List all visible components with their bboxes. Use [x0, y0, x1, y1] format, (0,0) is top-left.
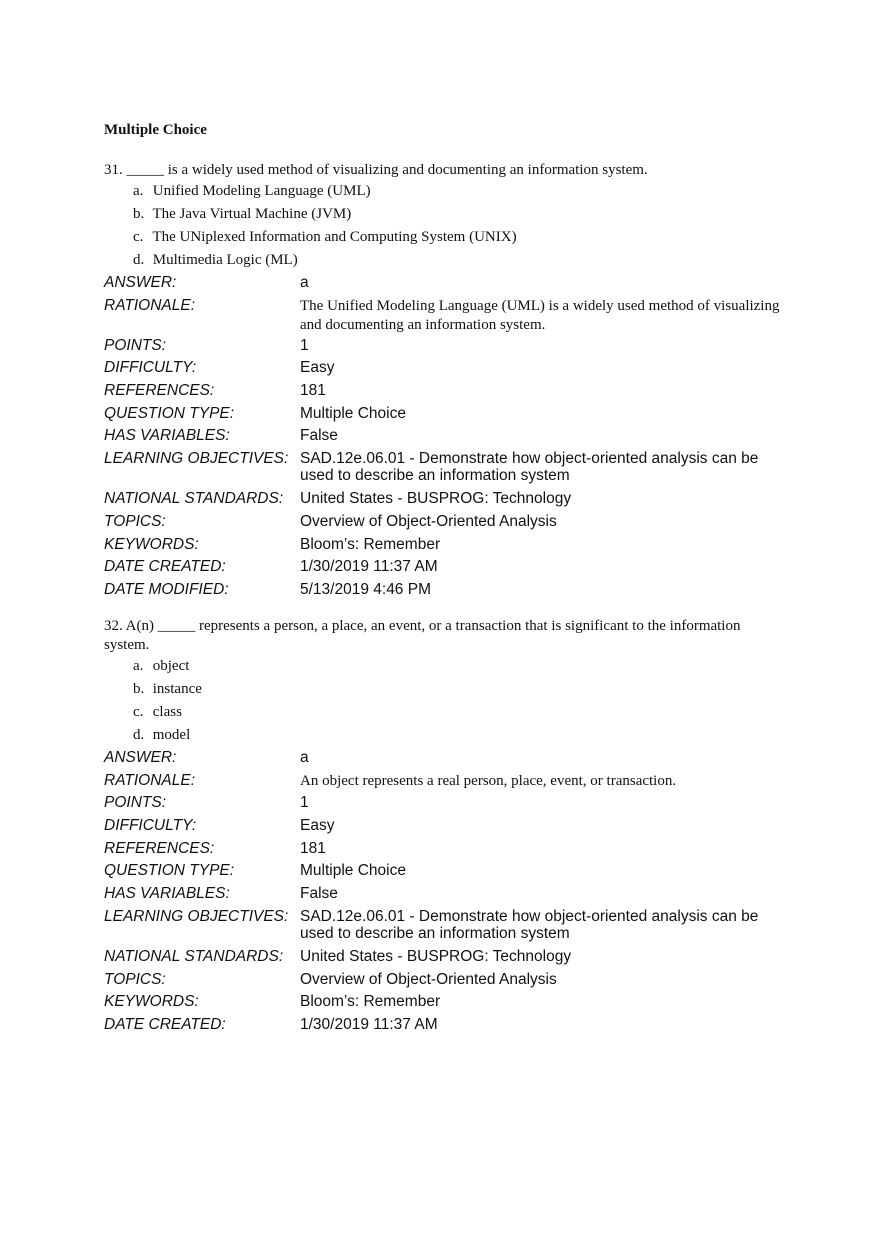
meta-label: DATE MODIFIED: — [104, 580, 229, 598]
meta-question-type — [104, 403, 784, 426]
meta-value: SAD.12e.06.01 - Demonstrate how object-oriented analysis can be used to describe an information system — [300, 450, 759, 485]
meta-value: Overview of Object-Oriented Analysis — [300, 512, 557, 530]
choice-text: instance — [152, 681, 202, 697]
choice-item — [133, 249, 784, 272]
meta-label: POINTS: — [104, 336, 167, 354]
meta-value: Easy — [300, 817, 335, 835]
choice-letter: b. — [133, 681, 145, 697]
meta-difficulty — [104, 815, 784, 838]
question-stem: 31. _____ is a widely used method of visualizing and documenting an information system. — [104, 162, 648, 178]
choice-item — [133, 724, 784, 747]
meta-value: 5/13/2019 4:46 PM — [300, 580, 431, 598]
meta-value: United States - BUSPROG: Technology — [300, 490, 572, 508]
meta-label: NATIONAL STANDARDS: — [104, 947, 284, 965]
meta-label: NATIONAL STANDARDS: — [104, 490, 284, 508]
choice-text: Unified Modeling Language (UML) — [152, 183, 371, 199]
choice-item — [133, 203, 784, 226]
meta-value: Multiple Choice — [300, 862, 406, 880]
meta-answer — [104, 747, 784, 770]
meta-label: RATIONALE: — [104, 296, 196, 314]
meta-value: 181 — [300, 382, 326, 400]
meta-keywords — [104, 991, 784, 1014]
meta-rationale — [104, 770, 784, 793]
meta-value: An object represents a real person, place, event, or transaction. — [300, 772, 677, 789]
meta-label: ANSWER: — [104, 749, 177, 766]
meta-has-variables — [104, 883, 784, 906]
choice-text: The Java Virtual Machine (JVM) — [152, 206, 352, 222]
meta-date-created — [104, 556, 784, 579]
choice-list — [104, 655, 784, 747]
meta-national-standards — [104, 946, 784, 969]
meta-question-type — [104, 860, 784, 883]
choice-item — [133, 701, 784, 724]
meta-label: TOPICS: — [104, 970, 166, 988]
meta-learning-objectives — [104, 448, 784, 488]
meta-label: QUESTION TYPE: — [104, 862, 235, 880]
meta-references — [104, 380, 784, 403]
choice-item — [133, 655, 784, 678]
choice-item — [133, 180, 784, 203]
choice-letter: c. — [133, 229, 144, 245]
meta-value: Bloom’s: Remember — [300, 993, 441, 1011]
meta-label: DIFFICULTY: — [104, 817, 197, 835]
choice-letter: d. — [133, 252, 145, 268]
choice-letter: a. — [133, 183, 144, 199]
meta-label: RATIONALE: — [104, 771, 196, 789]
meta-label: HAS VARIABLES: — [104, 427, 230, 445]
meta-value: a — [300, 274, 309, 291]
meta-label: POINTS: — [104, 794, 167, 812]
meta-value: False — [300, 427, 338, 445]
meta-label: QUESTION TYPE: — [104, 404, 235, 422]
meta-points — [104, 335, 784, 358]
choice-text: model — [152, 727, 191, 743]
meta-value: 1 — [300, 794, 309, 812]
choice-letter: d. — [133, 727, 145, 743]
meta-topics — [104, 969, 784, 992]
meta-label: DATE CREATED: — [104, 1015, 226, 1033]
meta-difficulty — [104, 357, 784, 380]
meta-label: DATE CREATED: — [104, 558, 226, 576]
meta-value: 1/30/2019 11:37 AM — [300, 558, 438, 576]
meta-points — [104, 792, 784, 815]
meta-value: False — [300, 885, 338, 903]
question-stem: 32. A(n) _____ represents a person, a place, an event, or a transaction that is significant to the information system. — [104, 618, 741, 653]
meta-value: a — [300, 749, 309, 766]
meta-label: TOPICS: — [104, 512, 166, 530]
meta-rationale — [104, 295, 784, 335]
meta-label: LEARNING OBJECTIVES: — [104, 907, 289, 925]
meta-value: Easy — [300, 359, 335, 377]
choice-item — [133, 678, 784, 701]
question-31 — [104, 161, 784, 602]
meta-value: 181 — [300, 839, 326, 857]
meta-keywords — [104, 534, 784, 557]
meta-topics — [104, 511, 784, 534]
meta-has-variables — [104, 425, 784, 448]
meta-label: REFERENCES: — [104, 382, 215, 400]
meta-learning-objectives — [104, 906, 784, 946]
meta-value: 1/30/2019 11:37 AM — [300, 1015, 438, 1033]
meta-value: Multiple Choice — [300, 404, 406, 422]
choice-text: object — [152, 658, 190, 674]
meta-value: Overview of Object-Oriented Analysis — [300, 970, 557, 988]
question-32 — [104, 617, 784, 1037]
question-metadata — [104, 272, 784, 602]
meta-value: United States - BUSPROG: Technology — [300, 947, 572, 965]
choice-text: class — [152, 704, 182, 720]
meta-date-modified — [104, 579, 784, 602]
meta-value: SAD.12e.06.01 - Demonstrate how object-oriented analysis can be used to describe an information system — [300, 907, 759, 942]
meta-national-standards — [104, 488, 784, 511]
meta-label: LEARNING OBJECTIVES: — [104, 450, 289, 468]
meta-label: HAS VARIABLES: — [104, 885, 230, 903]
meta-date-created — [104, 1014, 784, 1037]
meta-value: 1 — [300, 336, 309, 354]
section-title: Multiple Choice — [104, 122, 207, 138]
meta-value: Bloom’s: Remember — [300, 535, 441, 553]
choice-list — [104, 180, 784, 272]
meta-label: KEYWORDS: — [104, 993, 199, 1011]
meta-label: REFERENCES: — [104, 839, 215, 857]
meta-label: DIFFICULTY: — [104, 359, 197, 377]
choice-text: Multimedia Logic (ML) — [152, 252, 298, 268]
choice-item — [133, 226, 784, 249]
question-metadata — [104, 747, 784, 1037]
meta-references — [104, 838, 784, 861]
meta-label: KEYWORDS: — [104, 535, 199, 553]
choice-letter: b. — [133, 206, 145, 222]
meta-answer — [104, 272, 784, 295]
meta-value: The Unified Modeling Language (UML) is a widely used method of visualizing and documenting an information system. — [300, 297, 780, 333]
choice-letter: c. — [133, 704, 144, 720]
meta-label: ANSWER: — [104, 274, 177, 291]
choice-letter: a. — [133, 658, 144, 674]
choice-text: The UNiplexed Information and Computing System (UNIX) — [152, 229, 517, 245]
